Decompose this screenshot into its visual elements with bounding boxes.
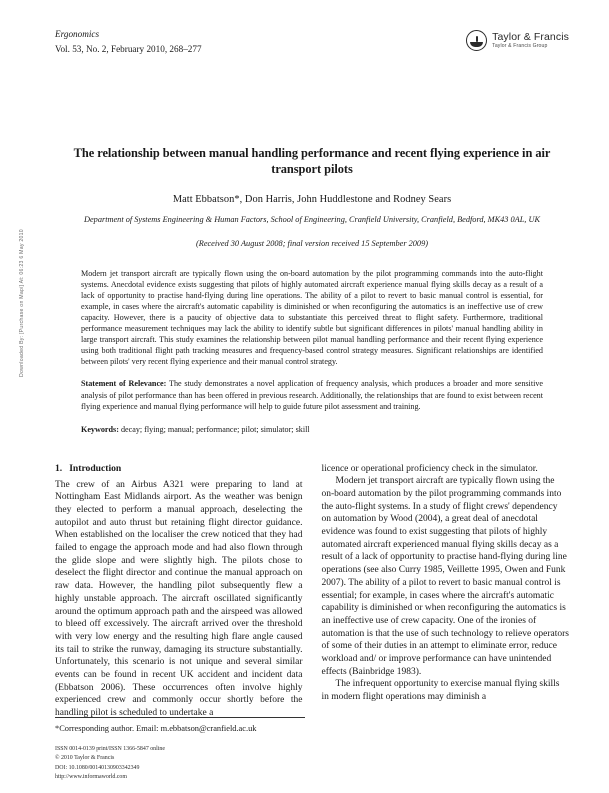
page-title: The relationship between manual handling performance and recent flying experience in air transport pilots xyxy=(73,146,551,177)
corresponding-author-note: *Corresponding author. Email: m.ebbatson@cranfield.ac.uk xyxy=(55,723,257,733)
section-title: Introduction xyxy=(69,462,122,474)
page-footer xyxy=(55,717,305,783)
title-block xyxy=(55,145,569,248)
keywords xyxy=(81,424,543,435)
column-left xyxy=(55,463,303,720)
abstract-text: Modern jet transport aircraft are typically flown using the on-board automation by the pilot programming commands into the auto-flight systems. Anecdotal evidence exists suggesting that pilots of highly automated aircraft experience manual flying skills decay as a result of a lack of opportunity to practise hand-flying during line operations. The ability of a pilot to revert to basic manual control is essential, for example, in cases where the aircraft's automatic capability is diminished or when reconfiguring the automatics is an ineffective use of crew capacity. However, there is a paucity of objective data to substantiate this perceived threat to flight safety. Furthermore, traditional performance measurement techniques may lack the ability to identify subtle but significant differences in pilots' manual handling ability in large transport aircraft. This study examines the relationship between pilot manual handling performance and their recent flying experience using both traditional flight path tracking measures and frequency-based control strategy measures. Significant relationships are identified between pilots' very recent flying experience and their manual control strategy. xyxy=(81,268,543,367)
paragraph: The infrequent opportunity to exercise manual flying skills in modern flight operations may diminish a xyxy=(321,679,560,702)
imprint-block xyxy=(55,745,305,783)
copyright-line: © 2010 Taylor & Francis xyxy=(55,755,115,762)
body-columns xyxy=(55,463,569,720)
statement-of-relevance xyxy=(81,378,543,411)
received-dates: (Received 30 August 2008; final version received 15 September 2009) xyxy=(195,238,428,248)
affiliation: Department of Systems Engineering & Human Factors, School of Engineering, Cranfield University, Cranfield, Bedford, MK43 0AL, UK xyxy=(84,214,540,224)
relevance-text: The study demonstrates a novel application of frequency analysis, which produces a broader and more sensitive analysis of pilot performance than has been offered in previous research. Additionally, the relationships that are found to exist between recent flying experience and manual flying performance will help to guide future pilot assessment and training. xyxy=(81,379,543,411)
section-heading-introduction xyxy=(55,463,303,474)
section-number: 1. xyxy=(55,462,63,474)
keywords-text: decay; flying; manual; performance; pilot; simulator; skill xyxy=(118,424,310,434)
issue-line: Vol. 53, No. 2, February 2010, 268–277 xyxy=(55,43,202,54)
masthead xyxy=(55,28,569,90)
journal-name: Ergonomics xyxy=(55,29,100,39)
taylor-francis-emblem-icon xyxy=(466,30,487,51)
abstract-block xyxy=(81,268,543,435)
publisher-logo xyxy=(466,30,569,51)
footer-divider xyxy=(55,717,305,718)
paragraph: The crew of an Airbus A321 were preparing to land at Nottingham East Midlands airport. As the weather was benign they elected to perform a manual approach, deselecting the autopilot and auto thrust but retaining flight director guidance. When established on the localiser the crew noticed that they had failed to engage the approach mode and had also flown through the glide slope and were slightly high. The pilots chose to deselect the flight director and continue the manual approach on raw data. However, the handling pilot subsequently flew a highly unstable approach. The aircraft oscillated significantly around the optimum approach path and the airspeed was allowed to bleed off excessively. The aircraft arrived over the threshold with very low energy and the resulting high flare angle caused its tail to strike the runway, damaging its structure substantially. Unfortunately, this scenario is not unique and several similar events can be found in recent UK accident and incident data (Ebbatson 2006). These occurrences often involve highly experienced crew and commonly occur shortly before the handling pilot is scheduled to undertake a xyxy=(55,479,303,718)
download-stamp: Downloaded By: [Purchase on Mapi] At: 06:23 6 May 2010 xyxy=(19,229,25,377)
publisher-url[interactable]: http://www.informaworld.com xyxy=(55,774,127,781)
paragraph: licence or operational proficiency check in the simulator. xyxy=(321,463,538,474)
publisher-name: Taylor & Francis xyxy=(492,30,569,43)
doi-line: DOI: 10.1080/00140130903342349 xyxy=(55,764,140,771)
relevance-label: Statement of Relevance: xyxy=(81,379,167,389)
author-list: Matt Ebbatson*, Don Harris, John Huddlestone and Rodney Sears xyxy=(172,193,452,205)
column-right xyxy=(322,463,570,720)
paragraph: Modern jet transport aircraft are typically flown using the on-board automation by the pilot programming commands into the auto-flight systems. In a study of flight crews' dependency on automation by Wood (2004), a great deal of anecdotal evidence was found to exist suggesting that pilots of highly automated aircraft experienced manual flying skills decay as a result of a lack of opportunity to practise hand-flying during line operations (see also Curry 1985, Veillette 1995, Owen and Funk 2007). The ability of a pilot to revert to basic manual control is essential; for example, in cases where the aircraft's automatic capability is diminished or when reconfiguring the automatics is an ineffective use of crew capacity. One of the ironies of automation is that the use of such technology to relieve operators of some of their duties in an attempt to eliminate error, reduce workload and/ or improve performance can have unintended effects (Bainbridge 1983). xyxy=(321,476,569,677)
publisher-logo-text xyxy=(492,32,569,50)
keywords-label: Keywords: xyxy=(81,424,119,434)
publisher-group: Taylor & Francis Group xyxy=(492,42,548,49)
issn-line: ISSN 0014-0139 print/ISSN 1366-5847 online xyxy=(55,745,165,752)
